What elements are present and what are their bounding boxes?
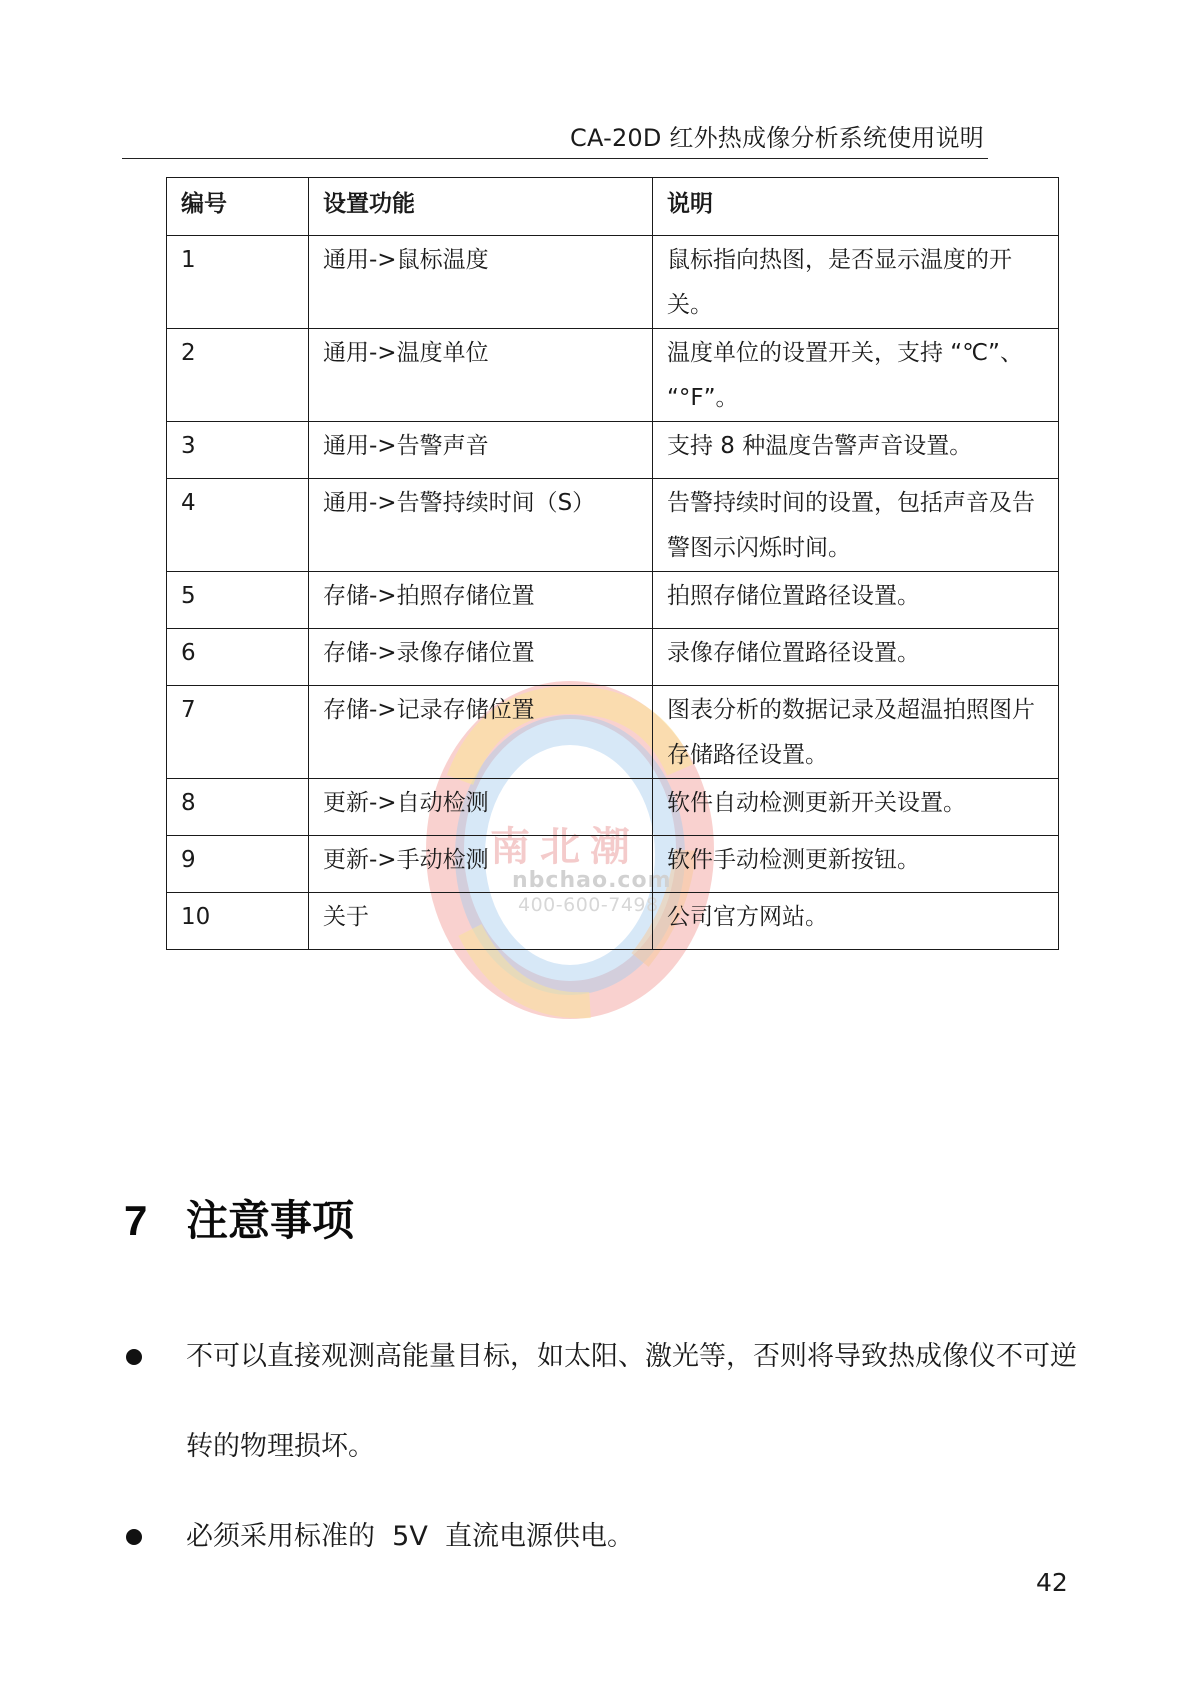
section-heading [124,1188,354,1248]
table-row [167,329,1059,422]
table-row [167,779,1059,836]
table-header-row [167,178,1059,236]
list-item-text: 不可以直接观测高能量目标，如太阳、激光等，否则将导致热成像仪不可逆转的物理损坏。 [186,1341,1077,1462]
cell-function: 更新->手动检测 [309,836,653,893]
cell-number: 7 [167,686,309,779]
section-title: 注意事项 [186,1197,355,1244]
cell-description: 鼠标指向热图，是否显示温度的开关。 [653,236,1059,329]
table-row [167,479,1059,572]
document-title: CA-20D 红外热成像分析系统使用说明 [570,124,984,152]
cell-number: 5 [167,572,309,629]
cell-function: 存储->记录存储位置 [309,686,653,779]
list-item [124,1312,1084,1492]
column-header-number: 编号 [167,178,309,236]
cell-description: 软件自动检测更新开关设置。 [653,779,1059,836]
page-header [122,112,988,159]
cell-description: 软件手动检测更新按钮。 [653,836,1059,893]
table-row [167,893,1059,950]
table-row [167,236,1059,329]
column-header-description: 说明 [653,178,1059,236]
settings-table [166,177,1059,950]
cell-function: 存储->拍照存储位置 [309,572,653,629]
cell-description: 公司官方网站。 [653,893,1059,950]
bullet-icon [126,1349,142,1365]
cell-function: 通用->告警声音 [309,422,653,479]
section-number: 7 [124,1197,148,1244]
cell-description: 支持 8 种温度告警声音设置。 [653,422,1059,479]
cell-number: 6 [167,629,309,686]
cell-description: 告警持续时间的设置，包括声音及告警图示闪烁时间。 [653,479,1059,572]
cell-function: 存储->录像存储位置 [309,629,653,686]
notice-list [124,1312,1084,1582]
table-row [167,836,1059,893]
cell-function: 通用->温度单位 [309,329,653,422]
list-item-text: 必须采用标准的 5V 直流电源供电。 [186,1521,634,1552]
cell-description: 录像存储位置路径设置。 [653,629,1059,686]
table-row [167,572,1059,629]
page-number: 42 [1036,1568,1068,1597]
cell-number: 10 [167,893,309,950]
cell-function: 关于 [309,893,653,950]
table-row [167,422,1059,479]
cell-function: 通用->告警持续时间（S） [309,479,653,572]
cell-function: 通用->鼠标温度 [309,236,653,329]
bullet-icon [126,1529,142,1545]
cell-description: 拍照存储位置路径设置。 [653,572,1059,629]
cell-number: 9 [167,836,309,893]
cell-number: 8 [167,779,309,836]
cell-number: 4 [167,479,309,572]
cell-number: 1 [167,236,309,329]
cell-description: 温度单位的设置开关，支持 “℃”、 “°F”。 [653,329,1059,422]
cell-description: 图表分析的数据记录及超温拍照图片存储路径设置。 [653,686,1059,779]
watermark-brand-text: 南北潮 [490,823,640,870]
table-row [167,686,1059,779]
list-item [124,1492,1084,1582]
cell-number: 2 [167,329,309,422]
watermark-phone: 400-600-7498 [518,894,659,916]
watermark-domain: nbchao.com [512,868,672,893]
column-header-function: 设置功能 [309,178,653,236]
table-row [167,629,1059,686]
cell-number: 3 [167,422,309,479]
cell-function: 更新->自动检测 [309,779,653,836]
